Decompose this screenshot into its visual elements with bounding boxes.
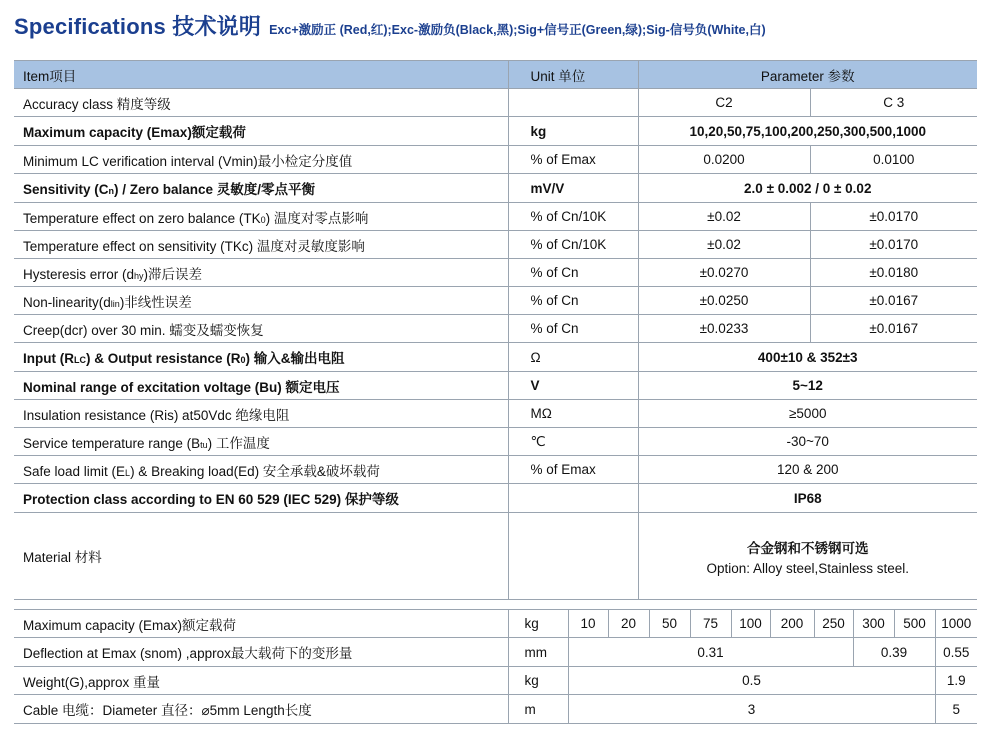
row-unit: % of Cn <box>508 259 638 287</box>
specifications-table <box>14 60 977 600</box>
table-row <box>14 372 977 400</box>
capacity-cell: 10 <box>568 610 608 638</box>
table-row <box>14 484 977 513</box>
row-unit: % of Cn/10K <box>508 231 638 259</box>
row-label: Material 材料 <box>14 513 508 600</box>
capacity-cell: 500 <box>894 610 935 638</box>
wiring-legend: Exc+激励正 (Red,红);Exc-激励负(Black,黑);Sig+信号正(Green,绿);Sig-信号负(White,白) <box>269 23 766 37</box>
deflection-value: 0.39 <box>853 638 935 667</box>
row-unit <box>508 513 638 600</box>
material-value <box>638 513 977 600</box>
row-label: Sensitivity (Cn) / Zero balance 灵敏度/零点平衡 <box>14 174 508 203</box>
value-c3: ±0.0170 <box>810 231 977 259</box>
row-unit: kg <box>508 667 568 695</box>
material-value-en: Option: Alloy steel,Stainless steel. <box>706 560 910 576</box>
row-unit: mm <box>508 638 568 667</box>
row-label: Deflection at Emax (snom) ,approx最大载荷下的变形量 <box>14 638 508 667</box>
column-header-unit: Unit 单位 <box>508 61 638 89</box>
capacity-cell: 300 <box>853 610 894 638</box>
row-unit: % of Emax <box>508 146 638 174</box>
table-row <box>14 203 977 231</box>
weight-value: 0.5 <box>568 667 935 695</box>
capacity-cell: 20 <box>608 610 649 638</box>
row-unit: % of Cn/10K <box>508 203 638 231</box>
row-unit: kg <box>508 610 568 638</box>
row-label: Nominal range of excitation voltage (Bu) 额定电压 <box>14 372 508 400</box>
value-c2: ±0.02 <box>638 203 810 231</box>
table-row <box>14 513 977 600</box>
table-row <box>14 400 977 428</box>
row-value: 400±10 & 352±3 <box>638 343 977 372</box>
row-label: Weight(G),approx 重量 <box>14 667 508 695</box>
value-c3: ±0.0180 <box>810 259 977 287</box>
table-row <box>14 667 977 695</box>
table-row <box>14 343 977 372</box>
value-c3: C 3 <box>810 89 977 117</box>
row-label: Temperature effect on zero balance (TK0) 温度对零点影响 <box>14 203 508 231</box>
table-row <box>14 231 977 259</box>
weight-value: 1.9 <box>935 667 977 695</box>
row-label: Cable 电缆：Diameter 直径：⌀5mm Length长度 <box>14 695 508 724</box>
capacity-cell: 200 <box>770 610 814 638</box>
row-unit: % of Emax <box>508 456 638 484</box>
row-value: 5~12 <box>638 372 977 400</box>
cable-value: 3 <box>568 695 935 724</box>
row-label: Maximum capacity (Emax)额定载荷 <box>14 117 508 146</box>
table-row <box>14 117 977 146</box>
row-unit: mV/V <box>508 174 638 203</box>
table-row <box>14 428 977 456</box>
deflection-value: 0.55 <box>935 638 977 667</box>
table-row <box>14 146 977 174</box>
value-c3: 0.0100 <box>810 146 977 174</box>
row-label: Minimum LC verification interval (Vmin)最小检定分度值 <box>14 146 508 174</box>
table-row <box>14 259 977 287</box>
page-header <box>14 10 766 40</box>
row-unit: % of Cn <box>508 287 638 315</box>
table-row <box>14 695 977 724</box>
row-label: Temperature effect on sensitivity (TKc) 温度对灵敏度影响 <box>14 231 508 259</box>
table-row <box>14 287 977 315</box>
row-unit: Ω <box>508 343 638 372</box>
row-unit: ℃ <box>508 428 638 456</box>
value-c2: 0.0200 <box>638 146 810 174</box>
page-title: Specifications 技术说明 <box>14 14 262 39</box>
row-label: Safe load limit (EL) & Breaking load(Ed) 安全承载&破坏载荷 <box>14 456 508 484</box>
table-row <box>14 174 977 203</box>
row-unit: % of Cn <box>508 315 638 343</box>
model-table <box>14 609 977 724</box>
row-unit <box>508 89 638 117</box>
capacity-cell: 250 <box>814 610 853 638</box>
row-label: Accuracy class 精度等级 <box>14 89 508 117</box>
row-unit: V <box>508 372 638 400</box>
row-unit: m <box>508 695 568 724</box>
row-label: Service temperature range (Btu) 工作温度 <box>14 428 508 456</box>
table-row <box>14 89 977 117</box>
row-value: 10,20,50,75,100,200,250,300,500,1000 <box>638 117 977 146</box>
row-label: Protection class according to EN 60 529 (IEC 529) 保护等级 <box>14 484 508 513</box>
row-value: 120 & 200 <box>638 456 977 484</box>
value-c3: ±0.0167 <box>810 315 977 343</box>
value-c2: ±0.0270 <box>638 259 810 287</box>
row-unit: kg <box>508 117 638 146</box>
value-c2: ±0.02 <box>638 231 810 259</box>
column-header-item: Item项目 <box>14 61 508 89</box>
capacity-cell: 75 <box>690 610 731 638</box>
row-label: Creep(dcr) over 30 min. 蠕变及蠕变恢复 <box>14 315 508 343</box>
material-value-cn: 合金钢和不锈钢可选 <box>747 540 869 556</box>
row-label: Non-linearity(dlin)非线性误差 <box>14 287 508 315</box>
row-unit <box>508 484 638 513</box>
table-header-row <box>14 61 977 89</box>
capacity-cell: 50 <box>649 610 690 638</box>
column-header-parameter: Parameter 参数 <box>638 61 977 89</box>
capacity-cell: 100 <box>731 610 770 638</box>
row-value: 2.0 ± 0.002 / 0 ± 0.02 <box>638 174 977 203</box>
value-c3: ±0.0167 <box>810 287 977 315</box>
cable-value: 5 <box>935 695 977 724</box>
table-row <box>14 456 977 484</box>
row-value: ≥5000 <box>638 400 977 428</box>
table-row <box>14 638 977 667</box>
capacity-cell: 1000 <box>935 610 977 638</box>
row-unit: MΩ <box>508 400 638 428</box>
row-label: Insulation resistance (Ris) at50Vdc 绝缘电阻 <box>14 400 508 428</box>
row-value: -30~70 <box>638 428 977 456</box>
value-c3: ±0.0170 <box>810 203 977 231</box>
row-label: Hysteresis error (dhy)滞后误差 <box>14 259 508 287</box>
deflection-value: 0.31 <box>568 638 853 667</box>
value-c2: ±0.0233 <box>638 315 810 343</box>
table-row <box>14 610 977 638</box>
value-c2: C2 <box>638 89 810 117</box>
value-c2: ±0.0250 <box>638 287 810 315</box>
row-label: Input (RLC) & Output resistance (R0) 输入&输出电阻 <box>14 343 508 372</box>
table-row <box>14 315 977 343</box>
row-value: IP68 <box>638 484 977 513</box>
row-label: Maximum capacity (Emax)额定载荷 <box>14 610 508 638</box>
